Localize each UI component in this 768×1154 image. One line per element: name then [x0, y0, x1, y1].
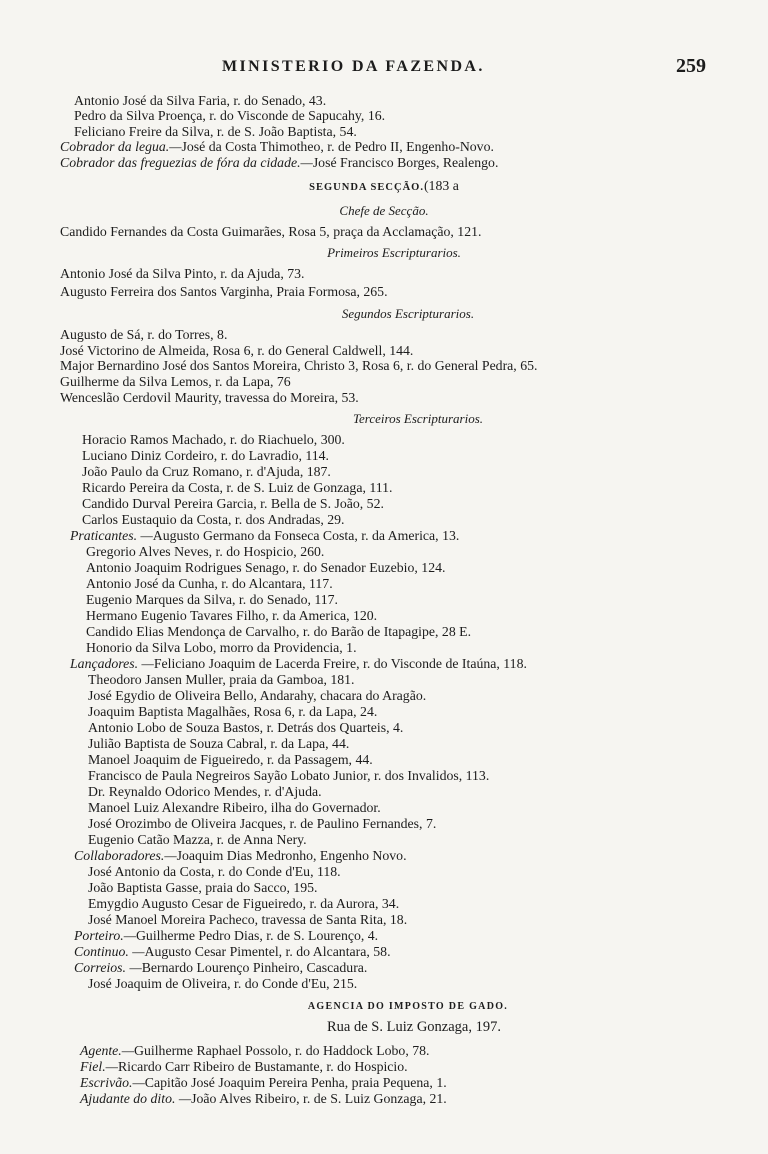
- list-item: Antonio José da Cunha, r. do Alcantara, 117.: [86, 576, 333, 591]
- list-item: José Orozimbo de Oliveira Jacques, r. de Paulino Fernandes, 7.: [88, 816, 437, 831]
- list-item: José Egydio de Oliveira Bello, Andarahy, chacara do Aragão.: [88, 688, 427, 703]
- list-item: Porteiro.—Guilherme Pedro Dias, r. de S. Lourenço, 4.: [74, 928, 379, 943]
- list-item: Antonio Lobo de Souza Bastos, r. Detrás dos Quarteis, 4.: [88, 720, 404, 735]
- list-item: Carlos Eustaquio da Costa, r. dos Andradas, 29.: [82, 512, 345, 527]
- list-item: Cobrador da legua.—José da Costa Thimotheo, r. de Pedro II, Engenho-Novo.: [60, 139, 494, 154]
- agency-heading: AGENCIA DO IMPOSTO DE GADO.: [307, 1001, 509, 1012]
- list-item: Antonio Joaquim Rodrigues Senago, r. do Senador Euzebio, 124.: [86, 560, 446, 575]
- list-item: Honorio da Silva Lobo, morro da Providencia, 1.: [86, 640, 357, 655]
- list-item: Antonio José da Silva Faria, r. do Senado, 43.: [74, 93, 327, 108]
- list-item: Manoel Luiz Alexandre Ribeiro, ilha do Governador.: [88, 800, 381, 815]
- list-item: Lançadores. —Feliciano Joaquim de Lacerda Freire, r. do Visconde de Itaúna, 118.: [70, 656, 527, 671]
- list-item: Gregorio Alves Neves, r. do Hospicio, 260.: [86, 544, 325, 559]
- list-item: Manoel Joaquim de Figueiredo, r. da Passagem, 44.: [88, 752, 373, 767]
- list-item: Candido Durval Pereira Garcia, r. Bella de S. João, 52.: [82, 496, 384, 511]
- list-item: Feliciano Freire da Silva, r. de S. João Baptista, 54.: [74, 124, 357, 139]
- list-item: Joaquim Baptista Magalhães, Rosa 6, r. da Lapa, 24.: [88, 704, 378, 719]
- list-item: Correios. —Bernardo Lourenço Pinheiro, Cascadura.: [74, 960, 368, 975]
- list-item: Dr. Reynaldo Odorico Mendes, r. d'Ajuda.: [88, 784, 322, 799]
- list-item: Agente.—Guilherme Raphael Possolo, r. do Haddock Lobo, 78.: [80, 1043, 430, 1058]
- page-title: MINISTERIO DA FAZENDA.: [222, 58, 485, 75]
- list-item: Collaboradores.—Joaquim Dias Medronho, Engenho Novo.: [74, 848, 407, 863]
- list-item: Theodoro Jansen Muller, praia da Gamboa, 181.: [88, 672, 355, 687]
- list-item: Horacio Ramos Machado, r. do Riachuelo, 300.: [82, 432, 345, 447]
- list-item: Cobrador das freguezias de fóra da cidade.—José Francisco Borges, Realengo.: [60, 155, 499, 170]
- list-item: Praticantes. —Augusto Germano da Fonseca Costa, r. da America, 13.: [70, 528, 460, 543]
- subheading: Terceiros Escripturarios.: [352, 411, 483, 426]
- list-item: Guilherme da Silva Lemos, r. da Lapa, 76: [60, 374, 291, 389]
- page-number: 259: [676, 55, 706, 77]
- list-item: Augusto Ferreira dos Santos Varginha, Praia Formosa, 265.: [60, 284, 388, 299]
- list-item: Luciano Diniz Cordeiro, r. do Lavradio, 114.: [82, 448, 330, 463]
- list-item: Augusto de Sá, r. do Torres, 8.: [60, 327, 228, 342]
- list-item: Escrivão.—Capitão José Joaquim Pereira Penha, praia Pequena, 1.: [80, 1075, 447, 1090]
- list-item: Hermano Eugenio Tavares Filho, r. da America, 120.: [86, 608, 378, 623]
- list-item: Candido Fernandes da Costa Guimarães, Rosa 5, praça da Acclamação, 121.: [60, 224, 482, 239]
- list-item: Ajudante do dito. —João Alves Ribeiro, r. de S. Luiz Gonzaga, 21.: [80, 1091, 447, 1106]
- list-item: Eugenio Marques da Silva, r. do Senado, 117.: [86, 592, 339, 607]
- list-item: Fiel.—Ricardo Carr Ribeiro de Bustamante, r. do Hospicio.: [80, 1059, 408, 1074]
- list-item: João Paulo da Cruz Romano, r. d'Ajuda, 187.: [82, 464, 331, 479]
- section-heading: SEGUNDA SECÇÃO.(183 a: [309, 178, 459, 193]
- subheading: Segundos Escripturarios.: [341, 306, 475, 321]
- agency-address: Rua de S. Luiz Gonzaga, 197.: [327, 1019, 501, 1035]
- list-item: José Victorino de Almeida, Rosa 6, r. do General Caldwell, 144.: [60, 343, 414, 358]
- list-item: Major Bernardino José dos Santos Moreira, Christo 3, Rosa 6, r. do General Pedra, 65.: [60, 358, 538, 373]
- list-item: José Antonio da Costa, r. do Conde d'Eu, 118.: [88, 864, 341, 879]
- list-item: Eugenio Catão Mazza, r. de Anna Nery.: [88, 832, 307, 847]
- list-item: Ricardo Pereira da Costa, r. de S. Luiz de Gonzaga, 111.: [82, 480, 393, 495]
- list-item: Emygdio Augusto Cesar de Figueiredo, r. da Aurora, 34.: [88, 896, 400, 911]
- list-item: Continuo. —Augusto Cesar Pimentel, r. do Alcantara, 58.: [74, 944, 391, 959]
- list-item: Wenceslão Cerdovil Maurity, travessa do Moreira, 53.: [60, 390, 359, 405]
- list-item: José Manoel Moreira Pacheco, travessa de Santa Rita, 18.: [88, 912, 408, 927]
- list-item: José Joaquim de Oliveira, r. do Conde d'Eu, 215.: [88, 976, 358, 991]
- list-item: Antonio José da Silva Pinto, r. da Ajuda, 73.: [60, 266, 305, 281]
- subheading: Chefe de Secção.: [339, 203, 429, 218]
- list-item: João Baptista Gasse, praia do Sacco, 195.: [88, 880, 318, 895]
- list-item: Francisco de Paula Negreiros Sayão Lobato Junior, r. dos Invalidos, 113.: [88, 768, 490, 783]
- list-item: Julião Baptista de Souza Cabral, r. da Lapa, 44.: [88, 736, 350, 751]
- page-header: [0, 55, 768, 84]
- list-item: Pedro da Silva Proença, r. do Visconde de Sapucahy, 16.: [74, 108, 386, 123]
- list-item: Candido Elias Mendonça de Carvalho, r. do Barão de Itapagipe, 28 E.: [86, 624, 472, 639]
- subheading: Primeiros Escripturarios.: [327, 245, 461, 260]
